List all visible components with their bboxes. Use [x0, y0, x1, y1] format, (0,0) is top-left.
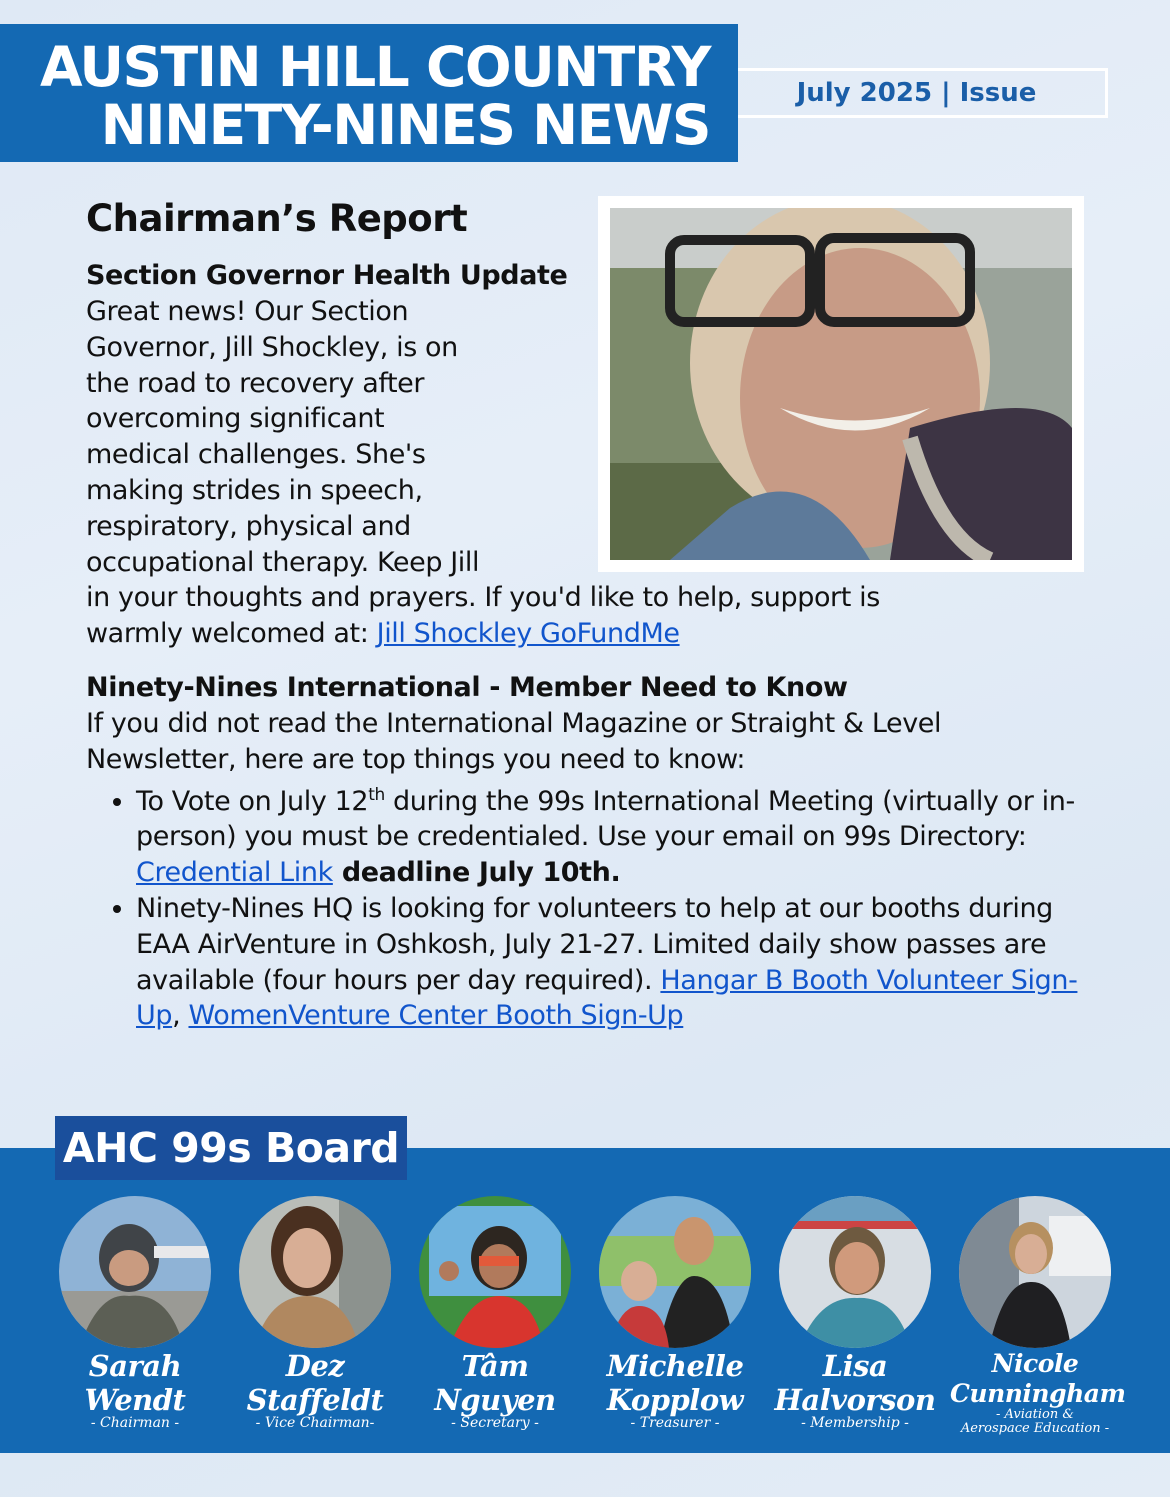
health-update-heading: Section Governor Health Update [86, 260, 568, 291]
member-last-name: Nguyen [434, 1383, 556, 1417]
member-role: - Vice Chairman- [255, 1415, 375, 1431]
bullet1-text: To Vote on July 12 [136, 785, 369, 817]
member-last-name: Cunningham [950, 1379, 1126, 1408]
list-item [136, 891, 1086, 1034]
womenventure-signup-link[interactable]: WomenVenture Center Booth Sign-Up [188, 1000, 684, 1032]
board-member-nicole [950, 1196, 1126, 1436]
board-member-tam [410, 1196, 580, 1431]
board-member-dez [230, 1196, 400, 1431]
member-role-cont: Aerospace Education - [960, 1421, 1110, 1436]
member-first-name: Sarah [88, 1349, 182, 1383]
member-last-name: Wendt [84, 1383, 186, 1417]
credential-link[interactable]: Credential Link [136, 857, 333, 889]
issue-label: July 2025 | Issue [738, 68, 1108, 118]
avatar [59, 1196, 211, 1348]
bullet2-text: Ninety-Nines HQ is looking for volunteers to help at our booths during EAA AirVenture in Oshkosh, July 21-27. Limited daily show passes are available (four hours per day required). [136, 892, 1053, 996]
member-role: - Membership - [801, 1415, 909, 1431]
need-to-know-list [86, 778, 1086, 1035]
bullet1-superscript: th [368, 784, 385, 805]
member-first-name: Michelle [606, 1349, 744, 1383]
member-last-name: Halvorson [774, 1383, 936, 1417]
section-title: Chairman’s Report [86, 197, 468, 240]
board-member-lisa [770, 1196, 940, 1431]
deadline-text: deadline July 10th. [332, 857, 621, 889]
member-first-name: Tâm [461, 1349, 529, 1383]
international-heading: Ninety-Nines International - Member Need to Know [86, 671, 848, 703]
health-update-body [86, 294, 1086, 652]
health-line: in your thoughts and prayers. If you'd like to help, support is [86, 582, 880, 614]
health-last-text: warmly welcomed at: [86, 618, 377, 650]
avatar [599, 1196, 751, 1348]
health-line: making strides in speech, [86, 474, 423, 506]
member-role: - Chairman - [90, 1415, 180, 1431]
health-line: occupational therapy. Keep Jill [86, 546, 480, 578]
health-line: Great news! Our Section [86, 296, 409, 327]
avatar [419, 1196, 571, 1348]
hangar-b-signup-link[interactable]: Hangar B Booth Volunteer Sign-Up [136, 964, 1078, 1032]
bullet1-text-cont: during the 99s International Meeting (virtually or in-person) you must be credentialed. Use your email on 99s Directory: [136, 785, 1075, 853]
board-title: AHC 99s Board [55, 1116, 407, 1180]
member-first-name: Lisa [822, 1349, 888, 1383]
masthead-title-line-1: AUSTIN HILL COUNTRY [39, 35, 710, 99]
list-item [136, 778, 1086, 891]
avatar [959, 1196, 1111, 1348]
member-role: - Treasurer - [630, 1415, 720, 1431]
member-role: - Aviation & [996, 1407, 1074, 1422]
health-line: the road to recovery after [86, 367, 425, 399]
gofundme-link[interactable]: Jill Shockley GoFundMe [376, 618, 680, 650]
member-first-name: Nicole [991, 1349, 1079, 1378]
health-line-last [86, 616, 1086, 652]
health-line: Governor, Jill Shockley, is on [86, 331, 458, 363]
masthead-title-line-2: NINETY-NINES NEWS [100, 93, 710, 157]
avatar [239, 1196, 391, 1348]
avatar [779, 1196, 931, 1348]
member-last-name: Kopplow [606, 1383, 744, 1417]
health-line: respiratory, physical and [86, 510, 411, 542]
member-first-name: Dez [285, 1349, 345, 1383]
health-line: overcoming significant [86, 403, 385, 435]
board-member-michelle [590, 1196, 760, 1431]
member-last-name: Staffeldt [246, 1383, 384, 1417]
link-separator: , [172, 1000, 189, 1032]
international-intro: If you did not read the International Magazine or Straight & Level Newsletter, here are top things you need to know: [86, 707, 942, 775]
board-member-sarah [50, 1196, 220, 1431]
health-line: medical challenges. She's [86, 439, 426, 471]
masthead [0, 24, 738, 162]
member-role: - Secretary - [451, 1415, 539, 1431]
main-content [86, 196, 1086, 1034]
